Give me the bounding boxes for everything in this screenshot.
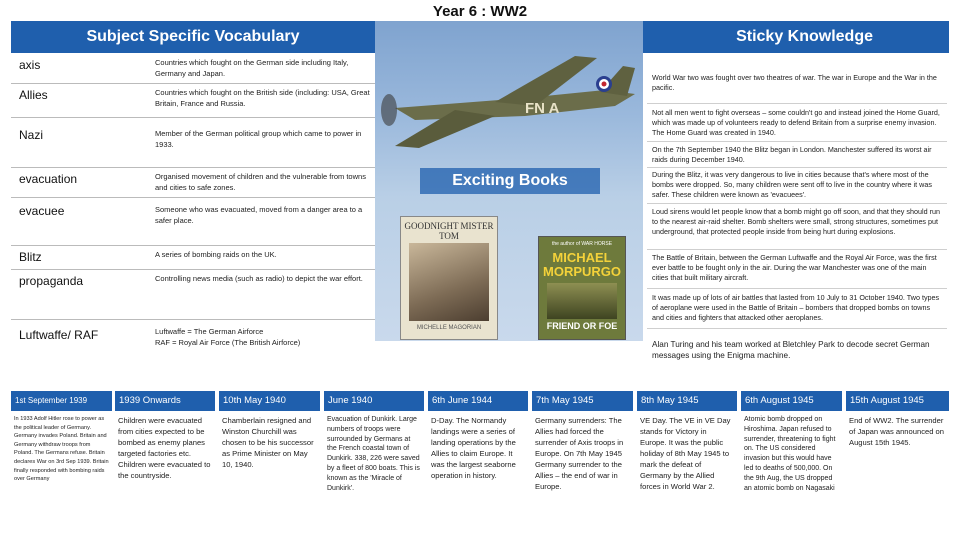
vocab-row (11, 84, 375, 118)
book-author: MICHELLE MAGORIAN (416, 325, 482, 331)
exciting-books-title: Exciting Books (420, 168, 600, 194)
timeline-date: 7th May 1945 (532, 391, 633, 411)
timeline-date: 10th May 1940 (219, 391, 320, 411)
vocab-term: Allies (19, 88, 48, 102)
timeline-column (428, 391, 528, 537)
sticky-fact: The Battle of Britain, between the German Luftwaffe and the Royal Air Force, was the first ever battle to be fought only in the air. During the war Manchester was one of the main cities that built military aircraft. (652, 253, 937, 283)
vocab-definition: Countries which fought on the German side including Italy, Germany and Japan. (155, 58, 349, 78)
vocab-header: Subject Specific Vocabulary (11, 21, 375, 53)
vocab-definition: Countries which fought on the British side (including: USA, Great Britain, France and Russia. (155, 88, 370, 108)
vocab-term: axis (19, 58, 41, 72)
divider (647, 167, 947, 168)
timeline-date: 1st September 1939 (11, 391, 112, 411)
book-title: GOODNIGHT MISTER TOM (404, 221, 494, 241)
book-cover-image (547, 283, 617, 319)
vocab-definition: Member of the German political group which came to power in 1933. (155, 129, 362, 149)
timeline-text: Children were evacuated from cities expected to be bombed as enemy planes targeted factories etc. Children were evacuated to the countryside. (118, 416, 211, 480)
timeline-column (741, 391, 842, 537)
sticky-fact: Loud sirens would let people know that a bomb might go off soon, and that they should run to the nearest air-raid shelter. Bomb shelters were small, strong structures, sometimes put underground, that protected people inside from being hurt during explosions. (652, 207, 940, 237)
book-cover-goodnight-mister-tom (400, 216, 498, 340)
book-cover-image (409, 243, 489, 321)
timeline-text: Chamberlain resigned and Winston Churchill was chosen to be his successor as Prime Minister on May 10, 1940. (222, 416, 314, 469)
vocab-term: evacuation (19, 172, 78, 186)
sticky-header: Sticky Knowledge (643, 21, 949, 53)
sticky-fact: World War two was fought over two theatres of war. The war in Europe and the War in the pacific. (652, 73, 937, 93)
vocab-row (11, 320, 375, 384)
book-tagline: the author of WAR HORSE (551, 241, 613, 247)
spitfire-plane-image (375, 50, 643, 160)
book-title: FRIEND OR FOE (546, 321, 618, 331)
timeline-text: Germany surrenders: The Allies had forced the surrender of Axis troops in Europe. On 7th May 1945 Germany surrender to the Allies – the end of war in Europe. (535, 416, 624, 491)
timeline-text: Atomic bomb dropped on Hiroshima. Japan refused to surrender, threatening to fight on. The US considered invasion but this would have led to deaths of 500,000. On the 9th Aug, the US dropped an atomic bomb on Nagasaki (744, 416, 836, 492)
vocab-definition: Someone who was evacuated, moved from a danger area to a safer place. (155, 205, 363, 225)
timeline-column (219, 391, 320, 537)
timeline-column (532, 391, 633, 537)
divider (647, 203, 947, 204)
timeline-column (115, 391, 215, 537)
vocab-term: evacuee (19, 204, 65, 218)
vocab-definition: A series of bombing raids on the UK. (155, 250, 277, 259)
vocab-term: Nazi (19, 128, 44, 142)
timeline-date: 6th August 1945 (741, 391, 842, 411)
vocab-row (11, 118, 375, 168)
sticky-fact: On the 7th September 1940 the Blitz began in London. Manchester suffered its worst air raids during December 1940. (652, 145, 932, 165)
timeline-column (11, 391, 112, 537)
sticky-fact: It was made up of lots of air battles that lasted from 10 July to 31 October 1940. Two types of aeroplane were used in the Battle of Britain – bombers that dropped bombs on towns and cities and fighters that attacked other aeroplanes. (652, 293, 940, 323)
vocab-row (11, 168, 375, 198)
timeline-text: Evacuation of Dunkirk. Large numbers of troops were surrounded by Germans at the French coastal town of Dunkirk. 338, 226 were saved by a fleet of 800 boats. This is known as the 'Miracle of Dunkirk'. (327, 416, 420, 492)
timeline-text: VE Day. The VE in VE Day stands for Victory in Europe. It was the public holiday of 8th May 1945 to mark the defeat of Germany by the Allied forces in World War 2. (640, 416, 731, 491)
vocab-term: Luftwaffe/ RAF (19, 328, 99, 342)
vocab-definition: Controlling news media (such as radio) to depict the war effort. (155, 274, 363, 283)
vocab-definition: Luftwaffe = The German Airforce RAF = Royal Air Force (The British Airforce) (155, 327, 301, 347)
timeline-date: 6th June 1944 (428, 391, 528, 411)
timeline (11, 391, 949, 537)
timeline-column (324, 391, 424, 537)
book-author: MICHAEL MORPURGO (543, 250, 621, 279)
sticky-fact: Alan Turing and his team worked at Bletchley Park to decode secret German messages using the Enigma machine. (652, 340, 930, 360)
vocab-term: propaganda (19, 274, 84, 288)
timeline-text: End of WW2. The surrender of Japan was announced on August 15th 1945. (849, 416, 944, 447)
vocab-row (11, 198, 375, 246)
timeline-date: 8th May 1945 (637, 391, 737, 411)
timeline-column (846, 391, 949, 537)
timeline-date: 15th August 1945 (846, 391, 949, 411)
timeline-date: June 1940 (324, 391, 424, 411)
divider (647, 328, 947, 329)
timeline-text: D-Day. The Normandy landings were a series of landing operations by the Allies to claim Europe. It was the largest seaborne operation in history. (431, 416, 516, 480)
vocab-row (11, 246, 375, 270)
page-title: Year 6 : WW2 (432, 3, 528, 20)
divider (647, 288, 947, 289)
timeline-text: In 1933 Adolf Hitler rose to power as the political leader of Germany. Germany invades Poland. Britain and Germany withdraw troops from Poland. The Germans refuse. Britain declares War on 3rd Sep 1939. Britain finally responded with bombing raids over Germany (14, 416, 109, 483)
vocab-row (11, 54, 375, 84)
vocab-definition: Organised movement of children and the vulnerable from towns and cities to safe zones. (155, 172, 366, 192)
divider (647, 103, 947, 104)
divider (647, 249, 947, 250)
sticky-fact: During the Blitz, it was very dangerous to live in cities because that's where most of the bombs were dropped. So, many children were sent off to live in the country where it was safer. These children were known as 'evacuees'. (652, 170, 932, 200)
timeline-column (637, 391, 737, 537)
book-cover-friend-or-foe (538, 236, 626, 340)
timeline-date: 1939 Onwards (115, 391, 215, 411)
sticky-fact: Not all men went to fight overseas – some couldn't go and instead joined the Home Guard, which was made up of volunteers ready to defend Britain from a surprise enemy invasion. The Home Guard was created in 1940. (652, 108, 940, 138)
divider (647, 141, 947, 142)
vocab-row (11, 270, 375, 320)
vocab-term: Blitz (19, 250, 42, 264)
plane-marking: FN A (525, 100, 560, 117)
